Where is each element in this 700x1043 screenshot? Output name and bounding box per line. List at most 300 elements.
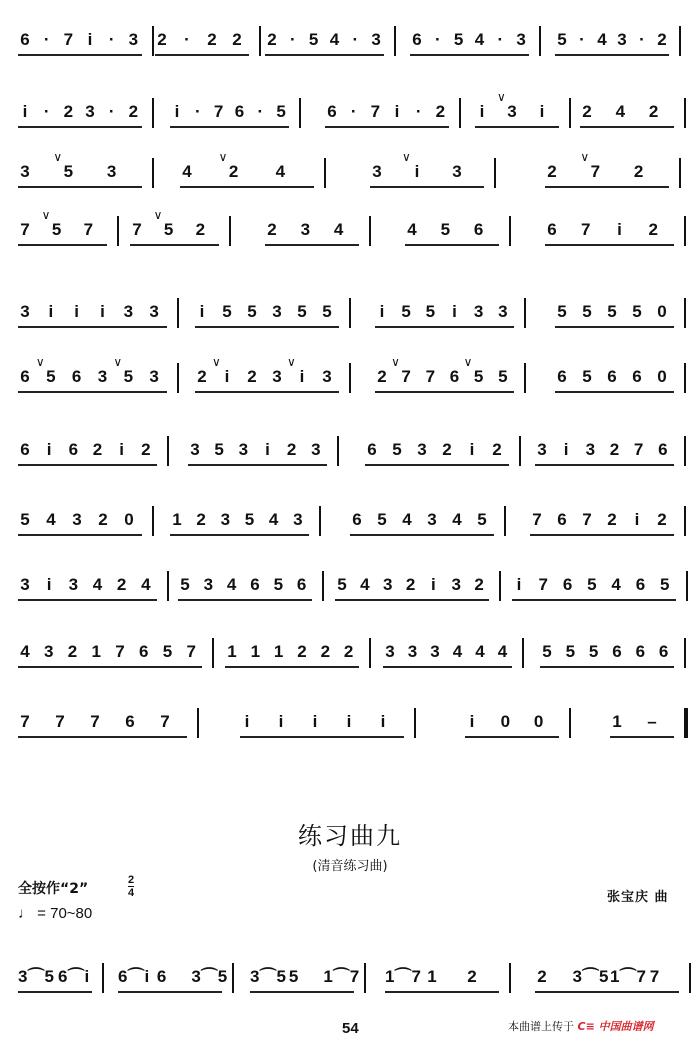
note: 3 (72, 510, 82, 529)
site-name: 中国曲谱网 (598, 1020, 654, 1033)
beam-underline (130, 244, 219, 246)
barline (684, 436, 686, 466)
note: 3 (149, 367, 159, 386)
measure (325, 90, 455, 134)
beam-underline (335, 599, 489, 601)
note: 2 (128, 102, 139, 121)
note: 3 (68, 575, 79, 594)
barline (499, 571, 501, 601)
beam-underline (18, 126, 142, 128)
note: 7 (649, 967, 660, 986)
note: 6 (607, 367, 617, 386)
note: 5 (244, 510, 255, 529)
note: i (563, 440, 569, 459)
note: 0 (500, 712, 511, 731)
note: 3 (190, 440, 200, 459)
note: 2 (67, 642, 78, 661)
note: 6 (20, 30, 30, 49)
note: i (48, 302, 54, 321)
note: 2 (377, 367, 387, 386)
note: 5 (473, 367, 484, 386)
note: 7 (590, 162, 601, 181)
measure (465, 700, 565, 744)
note: 6 (547, 220, 557, 239)
note: 2 (267, 30, 277, 49)
note: 3 (97, 367, 108, 386)
measure (195, 355, 345, 399)
score-line (0, 498, 700, 542)
note: 5 (20, 510, 30, 529)
note: 5 (582, 302, 592, 321)
note: 2 (98, 510, 108, 529)
beam-underline (405, 244, 499, 246)
note: 4 (182, 162, 192, 181)
note: · (194, 102, 201, 121)
note: 2 (657, 30, 667, 49)
note: 3 (427, 510, 437, 529)
note: 5 (542, 642, 552, 661)
measure (475, 90, 565, 134)
measure (535, 428, 680, 472)
note: 5 (308, 30, 319, 49)
measure (555, 290, 680, 334)
note: 5 (498, 367, 508, 386)
note: 1 (427, 967, 437, 986)
note: 3 (452, 162, 462, 181)
note: 3 (272, 367, 282, 386)
barline (684, 363, 686, 393)
measure (545, 150, 675, 194)
breath-mark-icon: ∨ (218, 150, 228, 164)
barline (167, 571, 169, 601)
note: 3 (20, 302, 30, 321)
composer: 张宝庆 曲 (607, 890, 669, 905)
note: 6 (68, 440, 79, 459)
note: i (74, 302, 80, 321)
note: · (497, 30, 504, 49)
beam-underline (18, 736, 187, 738)
piece-line (0, 955, 700, 999)
note: 2 (435, 102, 446, 121)
measure (580, 90, 680, 134)
measure (250, 955, 360, 999)
note: 3 (385, 642, 395, 661)
note: 2 (582, 102, 592, 121)
barline (152, 506, 154, 536)
measure (540, 630, 680, 674)
note: 5 (557, 30, 567, 49)
note: 6 (612, 642, 622, 661)
beam-underline (555, 391, 674, 393)
note: 2 (607, 510, 617, 529)
note: 7 (425, 367, 436, 386)
breath-mark-icon: ∨ (113, 355, 123, 369)
beam-underline (18, 599, 157, 601)
note: 4 (92, 575, 103, 594)
barline (369, 638, 371, 668)
note: 5 (63, 162, 74, 181)
note: 4 (475, 642, 485, 661)
note: 5 (322, 302, 332, 321)
time-denominator: 4 (128, 887, 135, 899)
barline (197, 708, 199, 738)
note: 3 (371, 30, 381, 49)
note: 4 (452, 510, 462, 529)
note: 5 (123, 367, 134, 386)
note: i (100, 302, 105, 321)
note: i (414, 162, 420, 181)
note: 2 (442, 440, 452, 459)
score-line (0, 563, 700, 607)
beam-underline (265, 54, 384, 56)
beam-underline (512, 599, 676, 601)
note: 5 (659, 575, 670, 594)
barline (337, 436, 339, 466)
measure (180, 150, 320, 194)
beam-underline (540, 666, 674, 668)
note: 3 (149, 302, 159, 321)
note: i (380, 712, 386, 731)
note: i (469, 712, 475, 731)
note: 4 (333, 220, 344, 239)
beam-underline (410, 54, 529, 56)
note: 3 (382, 575, 393, 594)
note: 3 (272, 302, 282, 321)
beam-underline (170, 534, 309, 536)
measure (18, 630, 208, 674)
note: 5 (588, 642, 599, 661)
note: 2 (195, 220, 206, 239)
note: 0 (124, 510, 134, 529)
note: 1 (250, 642, 261, 661)
breath-mark-icon: ∨ (41, 208, 51, 222)
note: 3 (20, 162, 30, 181)
note: 5 (477, 510, 487, 529)
measure (365, 428, 515, 472)
piece-subtitle: (清音练习曲) (312, 859, 388, 874)
note: 6 (562, 575, 573, 594)
breath-mark-icon: ∨ (287, 355, 296, 369)
beam-underline (170, 126, 289, 128)
note: 3 (507, 102, 517, 121)
note: 2 (633, 162, 644, 181)
measure (225, 630, 365, 674)
measure (18, 18, 148, 62)
note: i (119, 440, 125, 459)
note: 2 (648, 102, 659, 121)
measure (155, 18, 255, 62)
beam-underline (18, 326, 167, 328)
note: 5 (632, 302, 642, 321)
note: 3 (238, 440, 249, 459)
upload-footer (508, 1018, 654, 1034)
note: 5 (587, 575, 597, 594)
note: 2 (467, 967, 477, 986)
note: 7 (213, 102, 224, 121)
beam-underline (225, 666, 359, 668)
note: 3 (85, 102, 95, 121)
measure (18, 428, 163, 472)
beam-underline (240, 736, 404, 738)
note: i (479, 102, 485, 121)
barline (102, 963, 104, 993)
note: 5 (46, 367, 56, 386)
note: 7 (532, 510, 542, 529)
barline (349, 298, 351, 328)
note: 4 (407, 220, 417, 239)
note: 5 (337, 575, 347, 594)
note: · (415, 102, 422, 121)
measure (535, 955, 685, 999)
breath-mark-icon: ∨ (497, 90, 506, 104)
beam-underline (188, 464, 327, 466)
measure (375, 355, 520, 399)
beam-underline (535, 464, 674, 466)
barline (684, 216, 686, 246)
measure (188, 428, 333, 472)
beam-underline (195, 326, 339, 328)
note: 5 (162, 642, 173, 661)
measure (375, 290, 520, 334)
note: i (634, 510, 640, 529)
breath-mark-icon: ∨ (153, 208, 163, 222)
barline (229, 216, 231, 246)
note: 2 (657, 510, 667, 529)
note: 5 (163, 220, 174, 239)
note: 3⌒5 (191, 967, 228, 986)
measure (335, 563, 495, 607)
tempo-marking (18, 905, 92, 922)
note: 3 (473, 302, 484, 321)
breath-mark-icon: ∨ (402, 150, 411, 164)
note: 5 (440, 220, 451, 239)
note: 6⌒i (118, 967, 150, 986)
note: 3 (407, 642, 418, 661)
barline (369, 216, 371, 246)
barline (509, 963, 511, 993)
note: i (469, 440, 475, 459)
note: 5 (425, 302, 436, 321)
note: 5 (276, 102, 286, 121)
note: 2 (297, 642, 307, 661)
beam-underline (365, 464, 509, 466)
page-number: 54 (342, 1020, 359, 1037)
note: 2 (207, 30, 217, 49)
note: 6 (632, 367, 642, 386)
note: 6 (473, 220, 484, 239)
beam-underline (545, 186, 669, 188)
note: 3 (516, 30, 526, 49)
note: 4 (329, 30, 340, 49)
beam-underline (195, 391, 339, 393)
note: 3 (220, 510, 231, 529)
measure (370, 150, 490, 194)
score-line (0, 290, 700, 334)
measure (18, 563, 163, 607)
barline (504, 506, 506, 536)
note: · (434, 30, 441, 49)
beam-underline (555, 326, 674, 328)
note: 3 (106, 162, 117, 181)
score-line (0, 700, 700, 744)
beam-underline (265, 244, 359, 246)
note: 2 (157, 30, 167, 49)
beam-underline (18, 666, 202, 668)
note: 6 (635, 642, 646, 661)
score-line (0, 428, 700, 472)
note: 6 (658, 440, 668, 459)
note: i (539, 102, 545, 121)
barline (349, 363, 351, 393)
note: 6 (20, 367, 30, 386)
note: 3 (537, 440, 547, 459)
note: 2 (92, 440, 103, 459)
measure (610, 700, 680, 744)
note: 2 (63, 102, 74, 121)
note: 4 (275, 162, 286, 181)
note: 6 (156, 967, 167, 986)
note: 6 (557, 367, 567, 386)
measure (555, 355, 680, 399)
note: · (639, 30, 645, 49)
note: 6 (125, 712, 135, 731)
note: · (43, 30, 50, 49)
measure (18, 355, 173, 399)
beam-underline (555, 54, 669, 56)
note: i (379, 302, 385, 321)
barline (212, 638, 214, 668)
time-signature (128, 874, 134, 899)
tempo-value: = 70~80 (37, 905, 93, 922)
measure (530, 498, 680, 542)
note: 7 (83, 220, 94, 239)
barline (177, 298, 179, 328)
piece-title: 练习曲九 (298, 822, 402, 850)
note: 2 (405, 575, 416, 594)
note: 2 (537, 967, 547, 986)
measure (170, 498, 315, 542)
note: 0 (657, 367, 667, 386)
note: · (43, 102, 50, 121)
time-numerator: 2 (128, 874, 135, 886)
measure (555, 18, 675, 62)
note: 7 (20, 712, 30, 731)
note: i (394, 102, 400, 121)
barline (519, 436, 521, 466)
beam-underline (385, 991, 499, 993)
note: 3 (311, 440, 321, 459)
beam-underline (18, 991, 92, 993)
note: 2 (320, 642, 331, 661)
note: 6 (139, 642, 149, 661)
barline (232, 963, 234, 993)
note: 6 (296, 575, 307, 594)
note: i (46, 440, 52, 459)
barline (152, 26, 154, 56)
note: · (579, 30, 585, 49)
note: 2 (286, 440, 297, 459)
note: 6 (250, 575, 260, 594)
barline (364, 963, 366, 993)
measure (18, 955, 98, 999)
measure (265, 208, 365, 252)
note: · (289, 30, 296, 49)
beam-underline (155, 54, 249, 56)
breath-mark-icon: ∨ (463, 355, 473, 369)
note: 3⌒5 (18, 967, 54, 986)
note: i (174, 102, 180, 121)
beam-underline (370, 186, 484, 188)
measure (405, 208, 505, 252)
note: 4 (615, 102, 626, 121)
barline (494, 158, 496, 188)
beam-underline (180, 186, 314, 188)
note: 1 (227, 642, 237, 661)
note: 5 (582, 367, 592, 386)
note: i (617, 220, 622, 239)
beam-underline (178, 599, 312, 601)
note: · (257, 102, 264, 121)
score-line (0, 18, 700, 62)
note: 1 (612, 712, 622, 731)
note: i (265, 440, 270, 459)
breath-mark-icon: ∨ (391, 355, 400, 369)
beam-underline (580, 126, 674, 128)
note: 7 (20, 220, 30, 239)
note: 6⌒i (58, 967, 90, 986)
barline (459, 98, 461, 128)
barline (524, 363, 526, 393)
barline (524, 298, 526, 328)
note: 2 (547, 162, 557, 181)
note: 3 (417, 440, 427, 459)
note: 7 (538, 575, 549, 594)
note: 3 (498, 302, 508, 321)
note: 6 (449, 367, 460, 386)
note: 5 (607, 302, 617, 321)
note: 5 (247, 302, 257, 321)
note: 7 (581, 220, 591, 239)
note: i (224, 367, 230, 386)
note: 2 (141, 440, 151, 459)
note: 5 (401, 302, 411, 321)
barline (684, 638, 686, 668)
note: 5 (51, 220, 62, 239)
barline (259, 26, 261, 56)
note: 5 (377, 510, 387, 529)
note: · (350, 102, 357, 121)
score-line (0, 150, 700, 194)
note: 2 (197, 367, 207, 386)
barline (509, 216, 511, 246)
measure (170, 90, 295, 134)
barline (394, 26, 396, 56)
score-line (0, 208, 700, 252)
note: 7 (370, 102, 381, 121)
barline (152, 98, 154, 128)
note: i (516, 575, 522, 594)
key-signature: 全按作“2” (18, 881, 89, 897)
beam-underline (610, 736, 674, 738)
measure (18, 150, 148, 194)
note: – (647, 712, 657, 731)
barline (684, 298, 686, 328)
note: 6 (327, 102, 337, 121)
beam-underline (250, 991, 354, 993)
site-logo[interactable] (578, 1020, 654, 1033)
note: 3 (300, 220, 311, 239)
note: 1 (273, 642, 284, 661)
